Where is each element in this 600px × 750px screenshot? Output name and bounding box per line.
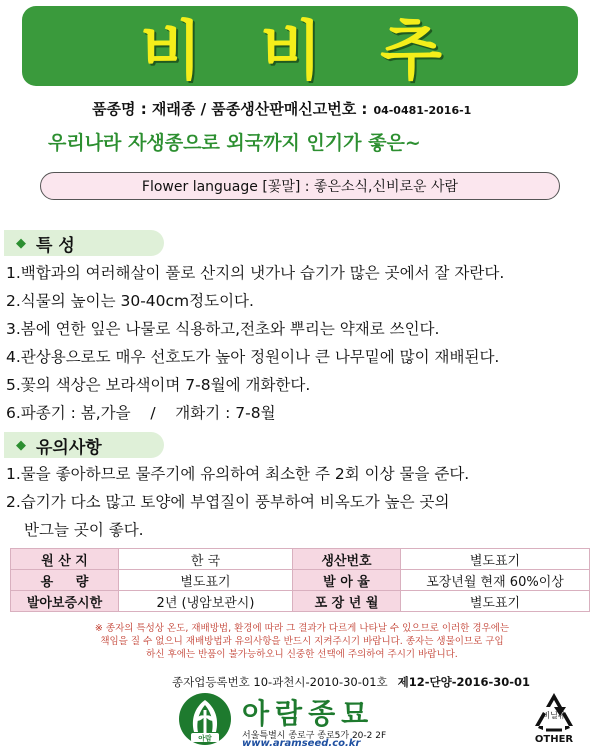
production-number-value: 별도표기: [401, 549, 590, 570]
production-number-label: 생산번호: [293, 549, 401, 570]
caution-item-continued: 반그늘 곳이 좋다.: [24, 521, 144, 539]
feature-item: 4.관상용으로도 매우 선호도가 높아 정원이나 큰 나무밑에 많이 재배된다.: [6, 348, 500, 366]
diamond-icon: ◆: [16, 235, 26, 251]
feature-item: 3.봄에 연한 잎은 나물로 식용하고,전초와 뿌리는 약재로 쓰인다.: [6, 320, 440, 338]
origin-label: 원 산 지: [11, 549, 119, 570]
product-number: 제12-단양-2016-30-01: [397, 675, 531, 689]
origin-value: 한 국: [119, 549, 293, 570]
company-registration: 종자업등록번호 10-과천시-2010-30-01호: [172, 675, 388, 689]
feature-item: 5.꽃의 색상은 보라색이며 7-8월에 개화한다.: [6, 376, 311, 394]
packaging-date-value: 별도표기: [401, 591, 590, 612]
website-link[interactable]: www.aramseed.co.kr: [242, 738, 361, 749]
logo-caption: 아람: [198, 734, 212, 743]
registration-number: 04-0481-2016-1: [373, 104, 472, 117]
table-row: [11, 570, 590, 591]
flower-language-text: Flower language [꽃말] : 좋은소식,신비로운 사람: [141, 179, 459, 195]
table-row: [11, 591, 590, 612]
feature-item: 1.백합과의 여러해살이 풀로 산지의 냇가나 습기가 많은 곳에서 잘 자란다.: [6, 264, 505, 282]
registration-line: [92, 98, 582, 119]
features-heading: [4, 230, 164, 256]
feature-item: 2.식물의 높이는 30-40cm정도이다.: [6, 292, 254, 310]
brand-name: 아람종묘: [242, 697, 375, 730]
germination-rate-label: 발 아 율: [293, 570, 401, 591]
cautions-heading-text: 유의사항: [36, 437, 102, 458]
table-row: [11, 549, 590, 570]
feature-item: 6.파종기 : 봄,가을 / 개화기 : 7-8월: [6, 404, 276, 422]
notice-text: [8, 622, 596, 661]
features-list: [6, 259, 596, 427]
caution-item: 1.물을 좋아하므로 물주기에 유의하여 최소한 주 2회 이상 물을 준다.: [6, 465, 470, 483]
aram-logo: [178, 692, 232, 746]
notice-line: 하신 후에는 반품이 불가능하오니 신중한 선택에 주의하여 주시기 바랍니다.: [146, 649, 458, 660]
recycle-caption: OTHER: [534, 734, 574, 745]
germination-guarantee-value: 2년 (냉암보관시): [119, 591, 293, 612]
company-address: 서울특별시 종로구 종로5가 20-2 2F: [242, 731, 387, 741]
brand-block: [178, 690, 438, 748]
product-title: 비 비 추: [139, 15, 461, 89]
notice-line: ※ 종자의 특성상 온도, 재배방법, 환경에 따라 그 결과가 다르게 나타날 수 있으므로 이러한 경우에는: [94, 623, 510, 634]
registration-label: 품종명 : 재래종 / 품종생산판매신고번호 :: [92, 100, 368, 118]
capacity-value: 별도표기: [119, 570, 293, 591]
germination-rate-value: 포장년월 현재 60%이상: [401, 570, 590, 591]
germination-guarantee-label: 발아보증시한: [11, 591, 119, 612]
cautions-heading: [4, 432, 164, 458]
cautions-list: [6, 460, 596, 544]
notice-line: 책임을 질 수 없으니 재배방법과 유의사항을 반드시 지켜주시기 바랍니다. 종자는 생물이므로 구입: [100, 636, 504, 647]
capacity-label: 용 량: [11, 570, 119, 591]
footer-registration: [172, 674, 592, 690]
slogan: 우리나라 자생종으로 외국까지 인기가 좋은~: [48, 132, 421, 154]
recycle-mark: [516, 690, 592, 748]
product-info-table: [10, 548, 590, 612]
diamond-icon: ◆: [16, 437, 26, 453]
features-heading-text: 특 성: [36, 235, 75, 256]
packaging-date-label: 포 장 년 월: [293, 591, 401, 612]
caution-item: 2.습기가 다소 많고 토양에 부엽질이 풍부하여 비옥도가 높은 곳의: [6, 493, 450, 511]
flower-language-box: [40, 172, 560, 200]
recycle-inner-label: 비닐류: [542, 711, 566, 720]
title-banner: [22, 6, 578, 89]
